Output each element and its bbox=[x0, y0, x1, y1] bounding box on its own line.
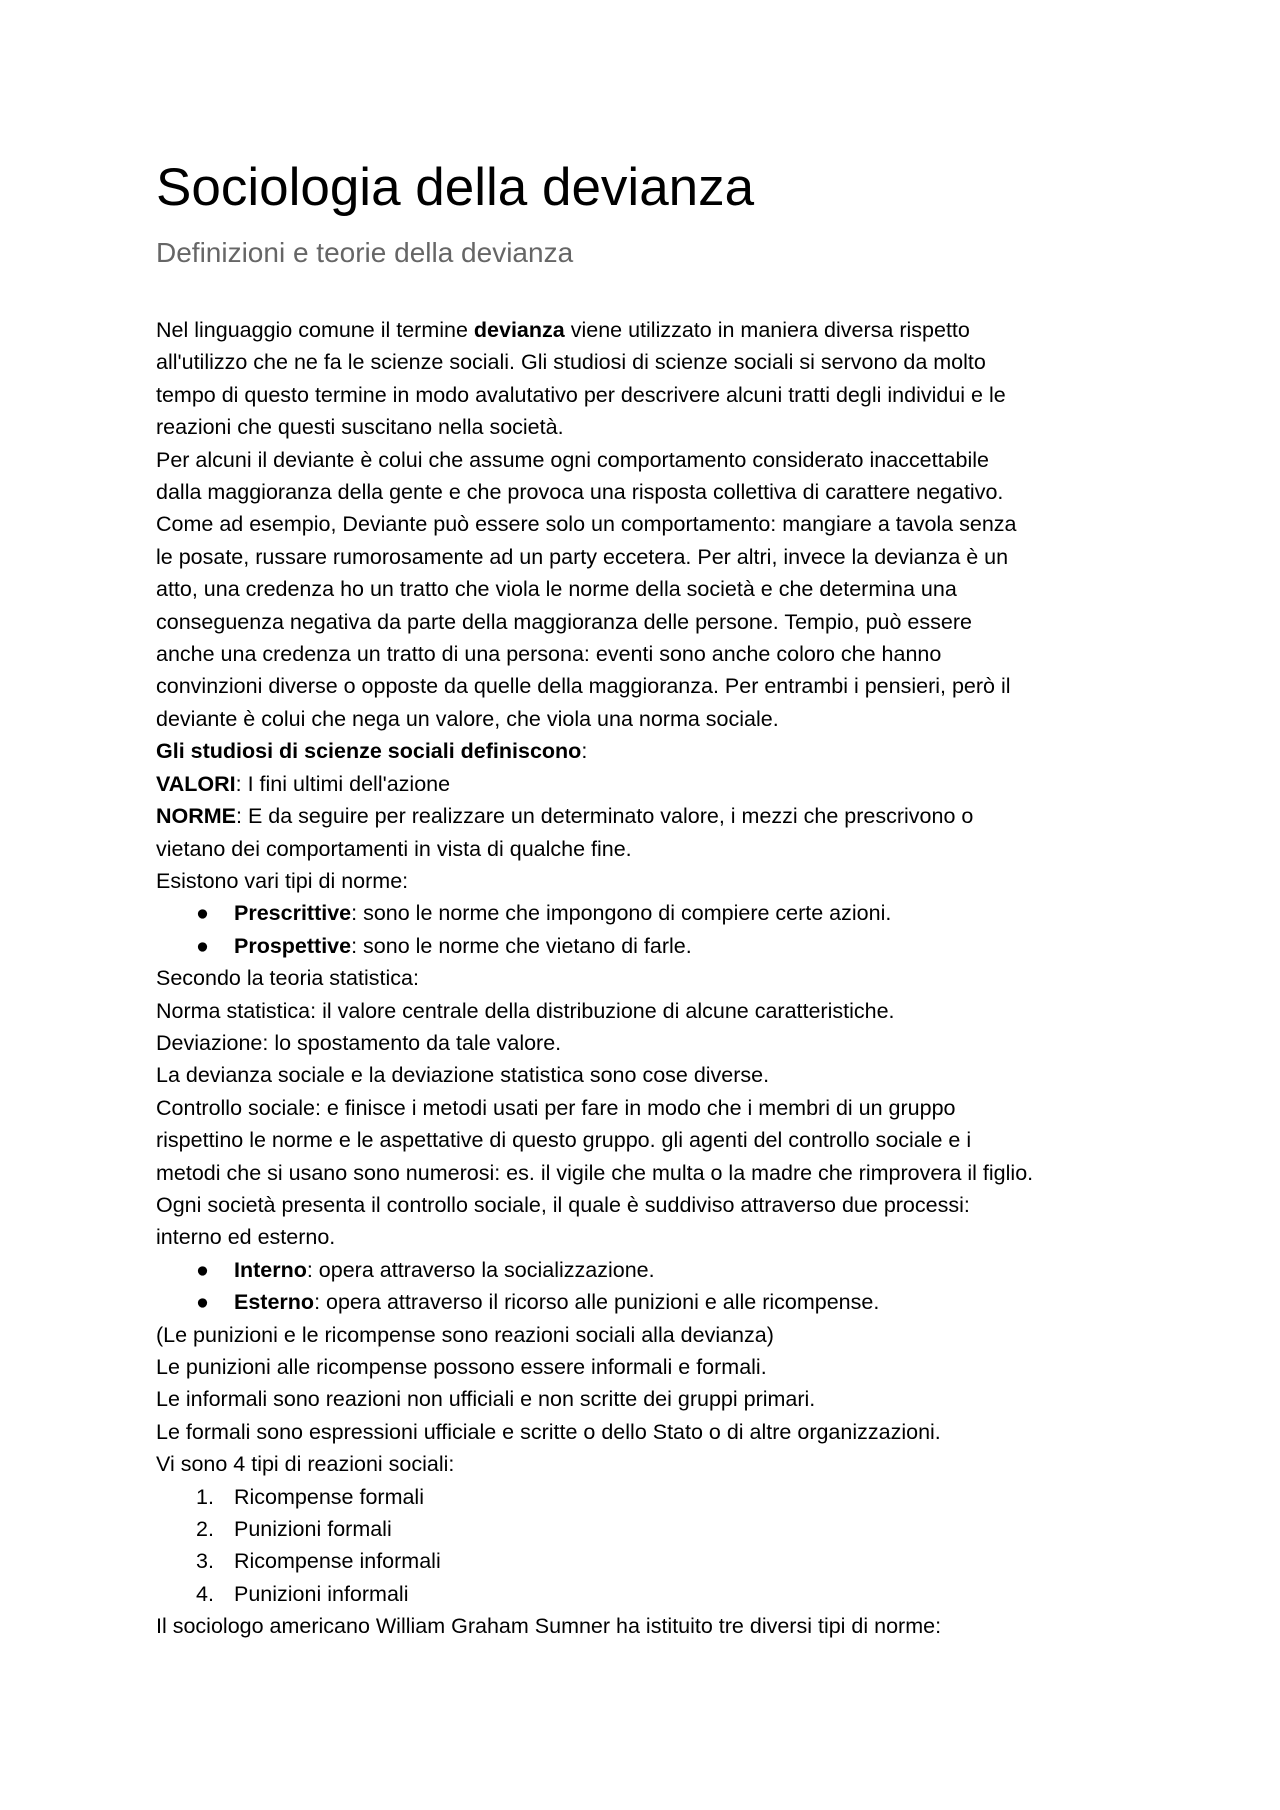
paragraph-line: La devianza sociale e la deviazione statistica sono cose diverse. bbox=[156, 1063, 770, 1088]
paragraph-line: Nel linguaggio comune il termine devianza viene utilizzato in maniera diversa rispetto bbox=[156, 318, 970, 342]
list-item: ● Prescrittive: sono le norme che impongono di compiere certe azioni. bbox=[156, 897, 1156, 929]
bullet-icon: ● bbox=[196, 1290, 209, 1315]
paragraph-line: Per alcuni il deviante è colui che assume ogni comportamento considerato inaccettabile bbox=[156, 447, 989, 472]
numbered-item: 1. Ricompense formali bbox=[196, 1484, 424, 1509]
paragraph-line: Le informali sono reazioni non ufficiali e non scritte dei gruppi primari. bbox=[156, 1387, 816, 1412]
paragraph-line: anche una credenza un tratto di una persona: eventi sono anche coloro che hanno bbox=[156, 642, 942, 667]
definition-valori: VALORI: I fini ultimi dell'azione bbox=[156, 771, 451, 796]
paragraph-line: Vi sono 4 tipi di reazioni sociali: bbox=[156, 1452, 455, 1477]
paragraph-line: Le formali sono espressioni ufficiale e scritte o dello Stato o di altre organizzazioni. bbox=[156, 1419, 941, 1444]
paragraph-line: interno ed esterno. bbox=[156, 1225, 336, 1250]
bullet-icon: ● bbox=[196, 901, 209, 926]
paragraph-line: atto, una credenza ho un tratto che viola le norme della società e che determina una bbox=[156, 577, 957, 602]
page-subtitle: Definizioni e teorie della devianza bbox=[156, 237, 574, 268]
paragraph-line: Controllo sociale: e finisce i metodi usati per fare in modo che i membri di un gruppo bbox=[156, 1095, 956, 1120]
list-item: ● Interno: opera attraverso la socializzazione. bbox=[156, 1254, 1156, 1286]
list-item: ● Esterno: opera attraverso il ricorso alle punizioni e alle ricompense. bbox=[156, 1286, 1156, 1318]
paragraph-line: Esistono vari tipi di norme: bbox=[156, 868, 409, 893]
paragraph-line: vietano dei comportamenti in vista di qualche fine. bbox=[156, 836, 632, 861]
paragraph-line: Deviazione: lo spostamento da tale valore. bbox=[156, 1030, 562, 1055]
paragraph-line: conseguenza negativa da parte della maggioranza delle persone. Tempio, può essere bbox=[156, 609, 972, 634]
document-body bbox=[156, 314, 1156, 1643]
bullet-icon: ● bbox=[196, 1257, 209, 1282]
page-title: Sociologia della devianza bbox=[156, 158, 755, 217]
paragraph-line: Norma statistica: il valore centrale della distribuzione di alcune caratteristiche. bbox=[156, 998, 895, 1023]
paragraph-line: all'utilizzo che ne fa le scienze sociali. Gli studiosi di scienze sociali si servono da molto bbox=[156, 350, 986, 375]
paragraph-line: dalla maggioranza della gente e che provoca una risposta collettiva di carattere negativo. bbox=[156, 480, 1004, 505]
paragraph-line: (Le punizioni e le ricompense sono reazioni sociali alla devianza) bbox=[156, 1322, 774, 1347]
paragraph-line: Il sociologo americano William Graham Sumner ha istituito tre diversi tipi di norme: bbox=[156, 1614, 942, 1639]
bullet-icon: ● bbox=[196, 933, 209, 958]
paragraph-line: le posate, russare rumorosamente ad un party eccetera. Per altri, invece la devianza è un bbox=[156, 544, 1009, 569]
paragraph-line: reazioni che questi suscitano nella società. bbox=[156, 415, 564, 440]
paragraph-line: Secondo la teoria statistica: bbox=[156, 966, 419, 991]
paragraph-line: rispettino le norme e le aspettative di questo gruppo. gli agenti del controllo sociale e i bbox=[156, 1128, 972, 1153]
paragraph-line: metodi che si usano sono numerosi: es. il vigile che multa o la madre che rimprovera il figlio. bbox=[156, 1160, 1034, 1185]
paragraph-line: Ogni società presenta il controllo sociale, il quale è suddiviso attraverso due processi: bbox=[156, 1192, 970, 1217]
paragraph-line: Le punizioni alle ricompense possono essere informali e formali. bbox=[156, 1355, 767, 1379]
definitions-heading: Gli studiosi di scienze sociali definiscono: bbox=[156, 739, 588, 764]
paragraph-line: Come ad esempio, Deviante può essere solo un comportamento: mangiare a tavola senza bbox=[156, 512, 1017, 537]
paragraph-line: deviante è colui che nega un valore, che viola una norma sociale. bbox=[156, 706, 779, 731]
numbered-item: 3. Ricompense informali bbox=[196, 1549, 441, 1574]
document-page bbox=[156, 150, 1156, 1643]
list-item: ● Prospettive: sono le norme che vietano di farle. bbox=[156, 930, 1156, 962]
paragraph-line: tempo di questo termine in modo avalutativo per descrivere alcuni tratti degli individui e le bbox=[156, 382, 1006, 407]
definition-norme: NORME: E da seguire per realizzare un determinato valore, i mezzi che prescrivono o bbox=[156, 804, 974, 829]
numbered-item: 4. Punizioni informali bbox=[196, 1581, 409, 1606]
paragraph-line: convinzioni diverse o opposte da quelle della maggioranza. Per entrambi i pensieri, però il bbox=[156, 674, 1011, 699]
keyword-devianza: devianza bbox=[473, 318, 565, 342]
numbered-item: 2. Punizioni formali bbox=[196, 1517, 392, 1542]
